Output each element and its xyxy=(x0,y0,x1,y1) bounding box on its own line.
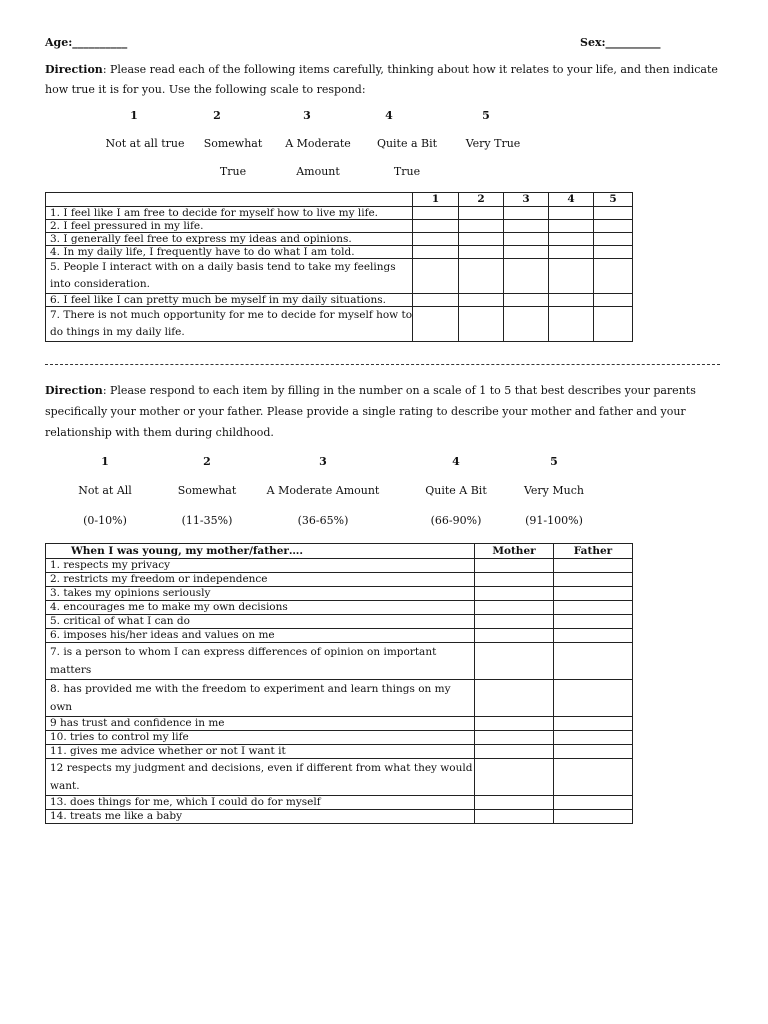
scale-label: Quite a Bit xyxy=(376,137,438,150)
rating-cell-mother[interactable] xyxy=(475,615,554,629)
scale-number: 1 xyxy=(130,109,138,122)
rating-cell-father[interactable] xyxy=(554,643,633,680)
rating-cell-3[interactable] xyxy=(504,246,549,259)
table-row xyxy=(46,643,633,680)
rating-cell-2[interactable] xyxy=(459,294,504,307)
rating-cell-3[interactable] xyxy=(504,207,549,220)
table-row xyxy=(46,629,633,643)
table-row xyxy=(46,717,633,731)
item-text: 1. I feel like I am free to decide for myself how to live my life. xyxy=(46,207,413,220)
scale-label-line2: True xyxy=(393,165,421,178)
rating-cell-4[interactable] xyxy=(549,233,594,246)
item-text: 1. respects my privacy xyxy=(46,559,475,573)
column-header-5: 5 xyxy=(594,193,633,207)
rating-cell-mother[interactable] xyxy=(475,629,554,643)
item-text: 7. is a person to whom I can express differences of opinion on important matters xyxy=(46,643,475,680)
item-text: 11. gives me advice whether or not I want it xyxy=(46,745,475,759)
scale-label-line2: True xyxy=(219,165,247,178)
rating-cell-mother[interactable] xyxy=(475,731,554,745)
rating-cell-father[interactable] xyxy=(554,629,633,643)
column-header-3: 3 xyxy=(504,193,549,207)
rating-cell-1[interactable] xyxy=(413,259,459,294)
table-row xyxy=(46,559,633,573)
section2-table xyxy=(45,543,633,824)
table-header-prompt: When I was young, my mother/father…. xyxy=(46,544,475,559)
scale-number: 2 xyxy=(213,109,221,122)
table-row xyxy=(46,810,633,824)
rating-cell-father[interactable] xyxy=(554,759,633,796)
scale-number: 3 xyxy=(303,109,311,122)
scale-label: Very True xyxy=(465,137,521,150)
rating-cell-4[interactable] xyxy=(549,246,594,259)
direction-label: Direction xyxy=(45,384,103,397)
table-row xyxy=(46,246,633,259)
scale-label: Quite A Bit xyxy=(425,484,487,497)
item-text: 14. treats me like a baby xyxy=(46,810,475,824)
scale-range: (91-100%) xyxy=(525,514,583,527)
rating-cell-3[interactable] xyxy=(504,307,549,342)
section-divider xyxy=(45,364,720,365)
rating-cell-mother[interactable] xyxy=(475,587,554,601)
column-header-1: 1 xyxy=(413,193,459,207)
scale-number: 4 xyxy=(385,109,393,122)
rating-cell-father[interactable] xyxy=(554,731,633,745)
rating-cell-5[interactable] xyxy=(594,307,633,342)
scale-number: 5 xyxy=(482,109,490,122)
scale-label: Somewhat xyxy=(177,484,237,497)
rating-cell-mother[interactable] xyxy=(475,559,554,573)
scale-range: (11-35%) xyxy=(181,514,233,527)
scale-range: (0-10%) xyxy=(83,514,127,527)
table-row xyxy=(46,294,633,307)
rating-cell-father[interactable] xyxy=(554,810,633,824)
table-row xyxy=(46,587,633,601)
scale-label: A Moderate xyxy=(285,137,351,150)
item-text: 4. encourages me to make my own decisions xyxy=(46,601,475,615)
rating-cell-1[interactable] xyxy=(413,207,459,220)
rating-cell-3[interactable] xyxy=(504,294,549,307)
scale-label: Not at all true xyxy=(105,137,185,150)
item-text: 6. imposes his/her ideas and values on me xyxy=(46,629,475,643)
rating-cell-4[interactable] xyxy=(549,294,594,307)
scale-range: (36-65%) xyxy=(297,514,349,527)
rating-cell-father[interactable] xyxy=(554,796,633,810)
table-row xyxy=(46,615,633,629)
item-text: 5. People I interact with on a daily basis tend to take my feelings into consideration. xyxy=(46,259,413,294)
rating-cell-father[interactable] xyxy=(554,680,633,717)
rating-cell-mother[interactable] xyxy=(475,745,554,759)
column-header-mother: Mother xyxy=(475,544,554,559)
rating-cell-5[interactable] xyxy=(594,246,633,259)
rating-cell-4[interactable] xyxy=(549,207,594,220)
rating-cell-mother[interactable] xyxy=(475,810,554,824)
rating-cell-mother[interactable] xyxy=(475,601,554,615)
item-text: 2. restricts my freedom or independence xyxy=(46,573,475,587)
table-row xyxy=(46,731,633,745)
scale-range: (66-90%) xyxy=(430,514,482,527)
rating-cell-5[interactable] xyxy=(594,294,633,307)
rating-cell-4[interactable] xyxy=(549,307,594,342)
rating-cell-father[interactable] xyxy=(554,615,633,629)
item-text: 13. does things for me, which I could do for myself xyxy=(46,796,475,810)
section2-direction xyxy=(45,380,725,443)
table-row xyxy=(46,759,633,796)
table-row xyxy=(46,796,633,810)
rating-cell-mother[interactable] xyxy=(475,680,554,717)
item-text: 10. tries to control my life xyxy=(46,731,475,745)
rating-cell-3[interactable] xyxy=(504,233,549,246)
scale-number: 2 xyxy=(203,455,211,468)
rating-cell-mother[interactable] xyxy=(475,573,554,587)
scale-number: 3 xyxy=(319,455,327,468)
scale-number: 1 xyxy=(101,455,109,468)
item-text: 7. There is not much opportunity for me to decide for myself how to do things in my daily life. xyxy=(46,307,413,342)
scale-label: Very Much xyxy=(523,484,584,497)
scale-number: 4 xyxy=(452,455,460,468)
rating-cell-5[interactable] xyxy=(594,207,633,220)
sex-field-label: Sex:__________ xyxy=(580,36,661,49)
rating-cell-2[interactable] xyxy=(459,246,504,259)
table-row xyxy=(46,573,633,587)
table-row xyxy=(46,307,633,342)
item-text: 8. has provided me with the freedom to experiment and learn things on my own xyxy=(46,680,475,717)
table-row xyxy=(46,259,633,294)
scale-label-line2: Amount xyxy=(296,165,340,178)
item-text: 9 has trust and confidence in me xyxy=(46,717,475,731)
table-header-blank xyxy=(46,193,413,207)
item-text: 3. I generally feel free to express my ideas and opinions. xyxy=(46,233,413,246)
table-header-row xyxy=(46,193,633,207)
table-row xyxy=(46,680,633,717)
scale-number: 5 xyxy=(550,455,558,468)
rating-cell-father[interactable] xyxy=(554,573,633,587)
item-text: 6. I feel like I can pretty much be myself in my daily situations. xyxy=(46,294,413,307)
rating-cell-1[interactable] xyxy=(413,220,459,233)
section1-direction xyxy=(45,60,725,100)
column-header-father: Father xyxy=(554,544,633,559)
rating-cell-mother[interactable] xyxy=(475,717,554,731)
rating-cell-1[interactable] xyxy=(413,233,459,246)
rating-cell-2[interactable] xyxy=(459,259,504,294)
rating-cell-3[interactable] xyxy=(504,220,549,233)
rating-cell-2[interactable] xyxy=(459,307,504,342)
direction-text: : Please respond to each item by filling in the number on a scale of 1 to 5 that best describes your parents specifically your mother or your father. Please provide a single rating to describe your mother and father and your relationship with them during childhood. xyxy=(45,384,696,439)
table-row xyxy=(46,207,633,220)
table-row xyxy=(46,233,633,246)
column-header-2: 2 xyxy=(459,193,504,207)
column-header-4: 4 xyxy=(549,193,594,207)
rating-cell-2[interactable] xyxy=(459,233,504,246)
rating-cell-mother[interactable] xyxy=(475,759,554,796)
rating-cell-father[interactable] xyxy=(554,717,633,731)
scale-label: Somewhat xyxy=(203,137,263,150)
table-row xyxy=(46,601,633,615)
rating-cell-1[interactable] xyxy=(413,294,459,307)
rating-cell-2[interactable] xyxy=(459,207,504,220)
rating-cell-mother[interactable] xyxy=(475,643,554,680)
section1-table xyxy=(45,192,633,342)
rating-cell-5[interactable] xyxy=(594,233,633,246)
age-field-label: Age:__________ xyxy=(45,36,128,49)
table-row xyxy=(46,220,633,233)
rating-cell-father[interactable] xyxy=(554,601,633,615)
item-text: 12 respects my judgment and decisions, even if different from what they would want. xyxy=(46,759,475,796)
direction-label: Direction xyxy=(45,63,103,76)
rating-cell-1[interactable] xyxy=(413,307,459,342)
rating-cell-4[interactable] xyxy=(549,220,594,233)
rating-cell-4[interactable] xyxy=(549,259,594,294)
item-text: 4. In my daily life, I frequently have to do what I am told. xyxy=(46,246,413,259)
rating-cell-5[interactable] xyxy=(594,220,633,233)
table-row xyxy=(46,745,633,759)
rating-cell-mother[interactable] xyxy=(475,796,554,810)
rating-cell-5[interactable] xyxy=(594,259,633,294)
rating-cell-father[interactable] xyxy=(554,559,633,573)
rating-cell-father[interactable] xyxy=(554,587,633,601)
rating-cell-2[interactable] xyxy=(459,220,504,233)
rating-cell-1[interactable] xyxy=(413,246,459,259)
rating-cell-father[interactable] xyxy=(554,745,633,759)
item-text: 5. critical of what I can do xyxy=(46,615,475,629)
scale-label: A Moderate Amount xyxy=(266,484,380,497)
rating-cell-3[interactable] xyxy=(504,259,549,294)
direction-text: : Please read each of the following items carefully, thinking about how it relates to your life, and then indicate how true it is for you. Use the following scale to respond: xyxy=(45,63,718,96)
item-text: 2. I feel pressured in my life. xyxy=(46,220,413,233)
table-header-row xyxy=(46,544,633,559)
scale-label: Not at All xyxy=(78,484,132,497)
item-text: 3. takes my opinions seriously xyxy=(46,587,475,601)
